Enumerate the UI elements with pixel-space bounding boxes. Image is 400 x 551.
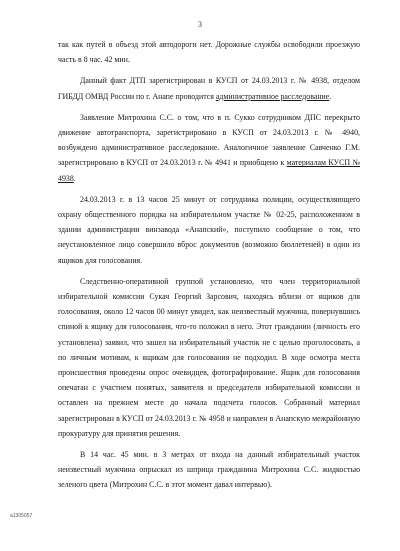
footer-code: а1305057: [10, 513, 33, 519]
paragraph-text: .: [73, 173, 76, 183]
underlined-text: административное расследование: [215, 91, 330, 101]
paragraph-text: Заявление Митрохина С.С. о том, что в п. Сукко сотрудником ДПС перекрыто движение автотранспорта, зарегистрировано в КУСП от 24.03.2013 г. № 4940, возбуждено административное расследование. Аналогичное заявление Савченко Г.М. зарегистрировано в КУСП от 24.03.2013 г. № 4941 и приобщено к: [58, 112, 360, 168]
paragraph-green-liquid-incident: В 14 час. 45 мин. в 3 метрах от входа на данный избирательный участок неизвестный мужчина опрыскал из шприца гражданина Митрохина С.С. жидкостью зеленого цвета (Митрохин С.С. в этот момент давал интервью).: [58, 450, 360, 490]
document-body: [58, 37, 360, 493]
paragraph-mitrokhin-statement: [58, 110, 360, 186]
underlined-text: материалам КУСП № 4938: [58, 158, 360, 183]
paragraph-text: .: [329, 91, 332, 101]
page-number: 3: [198, 20, 202, 29]
paragraph-ballot-stuffing-report: 24.03.2013 г. в 13 часов 25 минут от сотрудника полиции, осуществляющего охрану общественного порядка на избирательном участке № 02-25, расположенном в здании администрации винзавода «Анапский», поступило сообщение о том, что неустановленное лицо совершило вброс документов (возможно бюллетеней) в один из ящиков для голосования.: [58, 194, 360, 265]
paragraph-text: Данный факт ДТП зарегистрирован в КУСП от 24.03.2013 г. № 4938, отделом ГИБДД ОМВД России по г. Анапе проводится: [58, 76, 360, 101]
paragraph-road-cleared: так как путей в объезд этой автодороги нет. Дорожные службы освободили проезжую часть в 8 час. 42 мин.: [58, 40, 360, 65]
paragraph-accident-registered: [58, 73, 360, 103]
paragraph-investigation: Следственно-оперативной группой установлено, что член территориальной избирательной комиссии Сукач Георгий Зарсович, находясь вблизи от ящиков для голосования, около 12 часов 00 минут увидел, как неизвестный мужчина, повернувшись спиной к ящику для голосования, что-то положил в него. Этот гражданин (личность его установлена) заявил, что зашел на избирательный участок не с целью проголосовать, а по личным мотивам, к ящикам для голосования не подходил. В ходе осмотра места происшествия проведены опрос очевидцев, фотографирование. Ящик для голосования опечатан с участием понятых, заявителя и председателя избирательной комиссии и оставлен на прежнем месте до начала подсчета голосов. Собранный материал зарегистрирован в КУСП от 24.03.2013 г. № 4958 и направлен в Анапскую межрайонную прокуратуру для принятия решения.: [58, 276, 360, 438]
